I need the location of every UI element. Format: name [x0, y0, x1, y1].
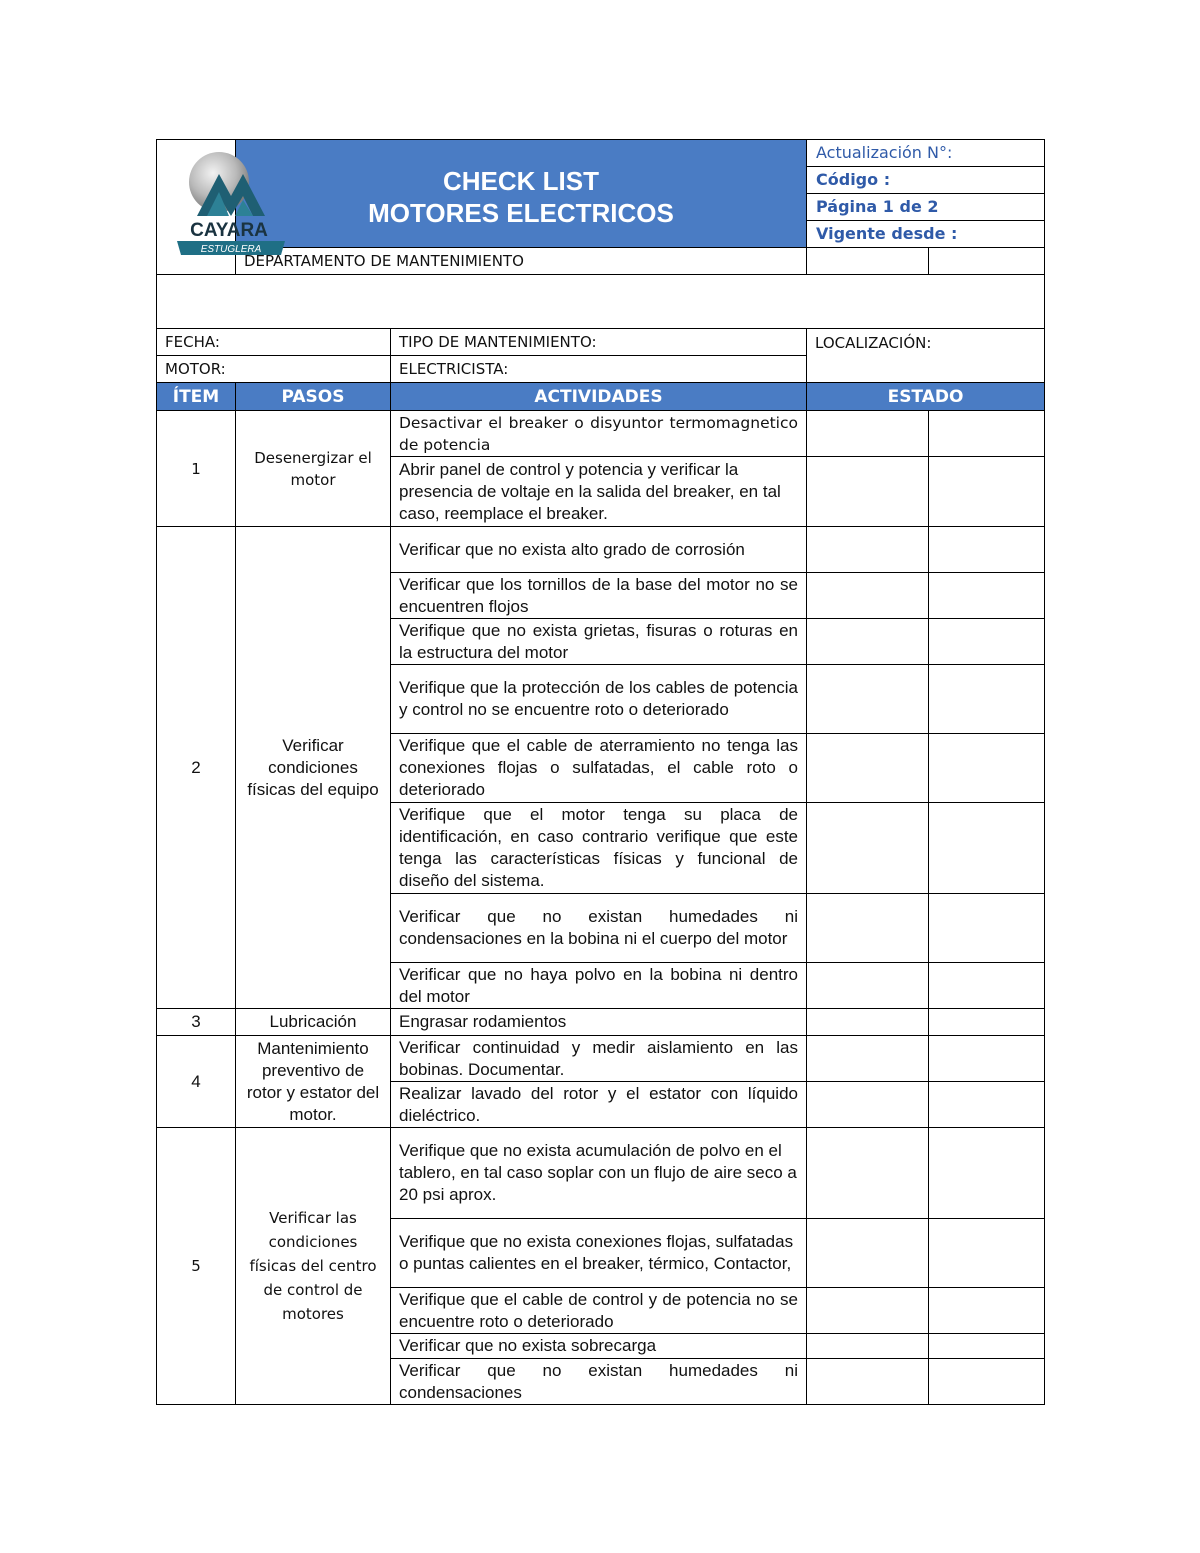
status-cell[interactable] — [929, 665, 1045, 734]
status-cell[interactable] — [929, 963, 1045, 1009]
activity-text: Verificar que no exista alto grado de corrosión — [391, 527, 807, 573]
activity-text: Abrir panel de control y potencia y verificar la presencia de voltaje en la salida del breaker, en tal caso, reemplace el breaker. — [391, 457, 807, 527]
status-cell[interactable] — [807, 527, 929, 573]
status-cell[interactable] — [929, 1219, 1045, 1288]
status-cell[interactable] — [929, 894, 1045, 963]
step-label: Desenergizar el motor — [236, 411, 391, 527]
status-cell[interactable] — [807, 1036, 929, 1082]
meta-page: Página 1 de 2 — [807, 194, 1045, 221]
step-label: Verificar las condiciones físicas del centro de control de motores — [236, 1128, 391, 1405]
activity-text: Verificar que no haya polvo en la bobina ni dentro del motor — [391, 963, 807, 1009]
item-number: 4 — [157, 1036, 236, 1128]
activity-text: Verificar que no existan humedades ni condensaciones en la bobina ni el cuerpo del motor — [391, 894, 807, 963]
item-number: 5 — [157, 1128, 236, 1405]
status-cell[interactable] — [807, 411, 929, 457]
status-cell[interactable] — [807, 1288, 929, 1334]
status-cell[interactable] — [929, 1082, 1045, 1128]
department-field-b[interactable] — [929, 248, 1045, 275]
status-cell[interactable] — [807, 734, 929, 803]
status-cell[interactable] — [929, 1334, 1045, 1359]
status-cell[interactable] — [929, 573, 1045, 619]
date-field[interactable]: FECHA: — [157, 329, 391, 356]
status-cell[interactable] — [929, 411, 1045, 457]
status-cell[interactable] — [807, 1009, 929, 1036]
item-number: 2 — [157, 527, 236, 1009]
status-cell[interactable] — [929, 619, 1045, 665]
status-cell[interactable] — [807, 457, 929, 527]
title-line-2: MOTORES ELECTRICOS — [368, 197, 674, 228]
status-cell[interactable] — [807, 1219, 929, 1288]
svg-text:ESTUGLERA: ESTUGLERA — [200, 244, 262, 255]
activity-text: Verifique que el cable de aterramiento no tenga las conexiones flojas o sulfatadas, el cable roto o deteriorado — [391, 734, 807, 803]
document-title — [236, 140, 807, 248]
status-cell[interactable] — [807, 665, 929, 734]
department-label: DEPARTAMENTO DE MANTENIMIENTO — [236, 248, 807, 275]
title-line-1: CHECK LIST — [443, 165, 599, 196]
activity-text: Verifique que el cable de control y de potencia no se encuentre roto o deteriorado — [391, 1288, 807, 1334]
step-label: Lubricación — [236, 1009, 391, 1036]
activity-text: Verificar que no exista sobrecarga — [391, 1334, 807, 1359]
status-cell[interactable] — [929, 1288, 1045, 1334]
status-cell[interactable] — [929, 1009, 1045, 1036]
blank-spacer-row — [157, 275, 1045, 329]
meta-valid-from: Vigente desde : — [807, 221, 1045, 248]
column-header-status: ESTADO — [807, 383, 1045, 411]
activity-text: Verificar que no existan humedades ni condensaciones — [391, 1359, 807, 1405]
checklist-table — [156, 139, 1045, 1405]
activity-text: Realizar lavado del rotor y el estator con líquido dieléctrico. — [391, 1082, 807, 1128]
electrician-field[interactable]: ELECTRICISTA: — [391, 356, 807, 383]
step-label: Verificar condiciones físicas del equipo — [236, 527, 391, 1009]
status-cell[interactable] — [929, 457, 1045, 527]
activity-text: Desactivar el breaker o disyuntor termomagnetico de potencia — [391, 411, 807, 457]
status-cell[interactable] — [929, 734, 1045, 803]
status-cell[interactable] — [929, 1128, 1045, 1219]
meta-update: Actualización N°: — [807, 140, 1045, 167]
maintenance-type-field[interactable]: TIPO DE MANTENIMIENTO: — [391, 329, 807, 356]
status-cell[interactable] — [807, 894, 929, 963]
company-logo — [157, 140, 268, 275]
department-field-a[interactable] — [807, 248, 929, 275]
status-cell[interactable] — [807, 573, 929, 619]
checklist-sheet — [156, 139, 1044, 1405]
status-cell[interactable] — [807, 803, 929, 894]
activity-text: Engrasar rodamientos — [391, 1009, 807, 1036]
step-label: Mantenimiento preventivo de rotor y estator del motor. — [236, 1036, 391, 1128]
status-cell[interactable] — [807, 1334, 929, 1359]
activity-text: Verifique que la protección de los cables de potencia y control no se encuentre roto o deteriorado — [391, 665, 807, 734]
item-number: 1 — [157, 411, 236, 527]
status-cell[interactable] — [929, 527, 1045, 573]
status-cell[interactable] — [929, 803, 1045, 894]
activity-text: Verificar que los tornillos de la base del motor no se encuentren flojos — [391, 573, 807, 619]
status-cell[interactable] — [807, 963, 929, 1009]
column-header-steps: PASOS — [236, 383, 391, 411]
status-cell[interactable] — [929, 1359, 1045, 1405]
activity-text: Verifique que no exista acumulación de polvo en el tablero, en tal caso soplar con un flujo de aire seco a 20 psi aprox. — [391, 1128, 807, 1219]
status-cell[interactable] — [807, 1128, 929, 1219]
motor-field[interactable]: MOTOR: — [157, 356, 391, 383]
status-cell[interactable] — [929, 1036, 1045, 1082]
activity-text: Verifique que no exista conexiones flojas, sulfatadas o puntas calientes en el breaker, térmico, Contactor, — [391, 1219, 807, 1288]
activity-text: Verificar continuidad y medir aislamiento en las bobinas. Documentar. — [391, 1036, 807, 1082]
status-cell[interactable] — [807, 1082, 929, 1128]
activity-text: Verifique que el motor tenga su placa de identificación, en caso contrario verifique que este tenga las características físicas y funcional de diseño del sistema. — [391, 803, 807, 894]
svg-text:CAYARA: CAYARA — [190, 220, 268, 241]
status-cell[interactable] — [807, 1359, 929, 1405]
location-field[interactable]: LOCALIZACIÓN: — [807, 329, 1045, 383]
activity-text: Verifique que no exista grietas, fisuras o roturas en la estructura del motor — [391, 619, 807, 665]
column-header-item: ÍTEM — [157, 383, 236, 411]
item-number: 3 — [157, 1009, 236, 1036]
meta-code: Código : — [807, 167, 1045, 194]
status-cell[interactable] — [807, 619, 929, 665]
column-header-activities: ACTIVIDADES — [391, 383, 807, 411]
cayara-logo-icon — [157, 144, 307, 264]
